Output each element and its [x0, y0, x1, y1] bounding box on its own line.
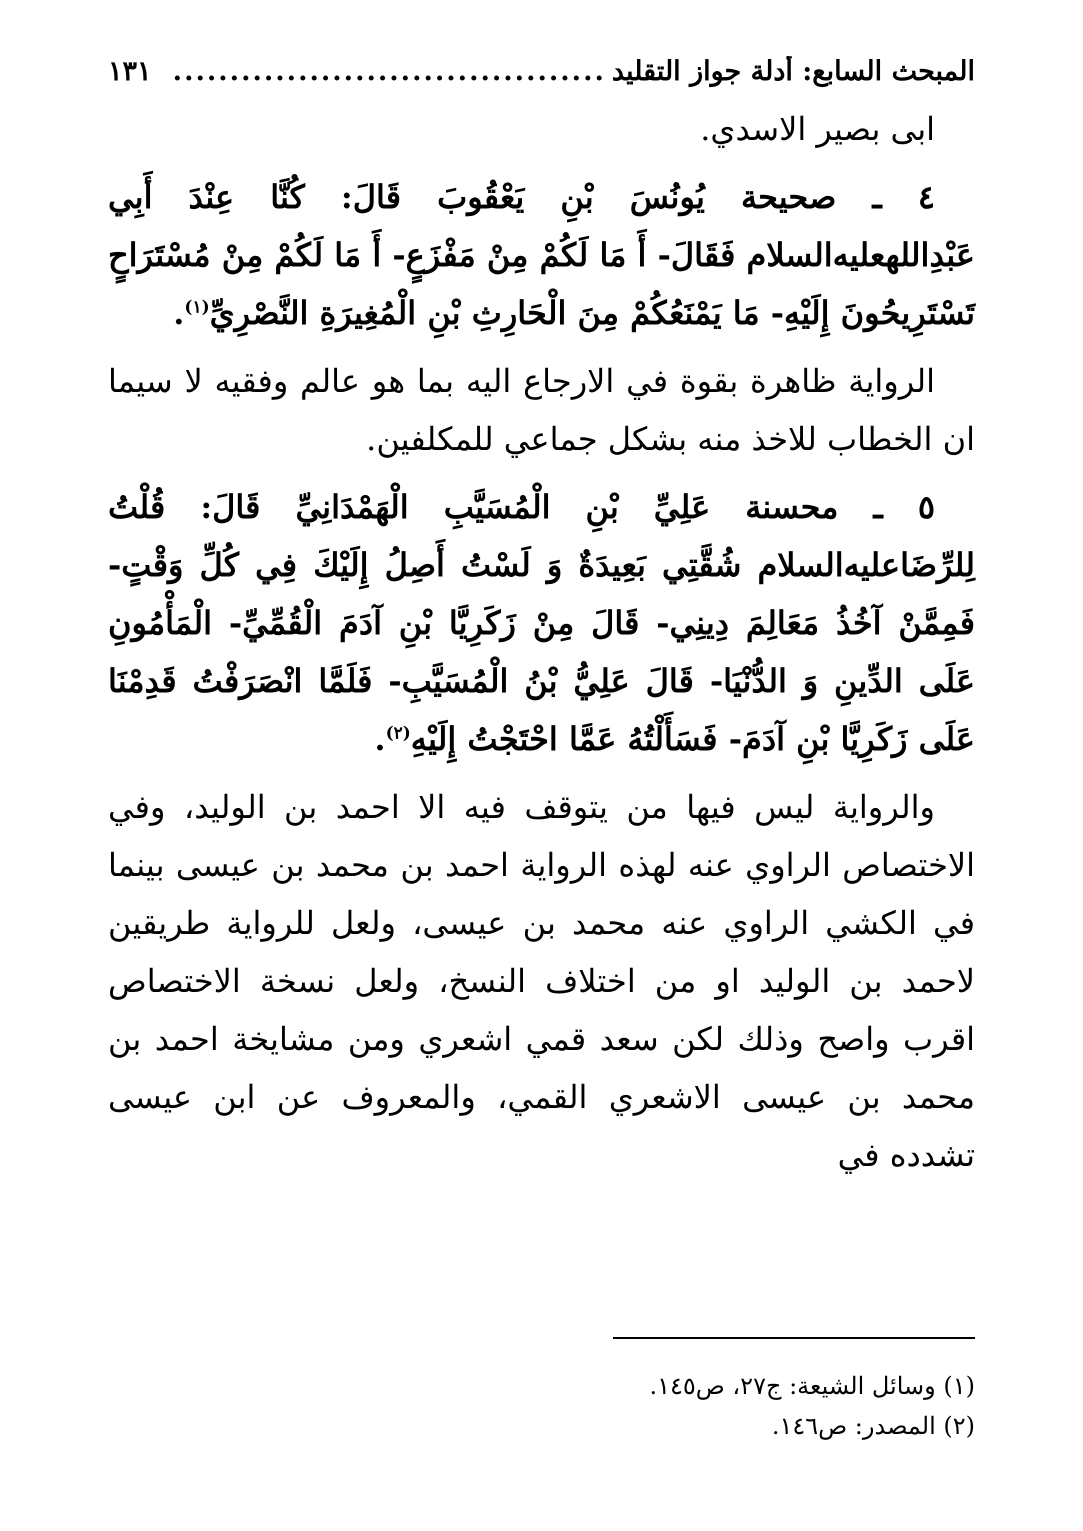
hadith-4-end: .	[173, 294, 185, 332]
footnote-2: (٢) المصدر: ص١٤٦.	[771, 1412, 975, 1440]
footnote-1: (١) وسائل الشيعة: ج٢٧، ص١٤٥.	[649, 1372, 975, 1400]
hadith-5-paragraph	[108, 478, 975, 768]
running-header	[108, 56, 975, 100]
footnote-ref-2: (٢)	[385, 723, 411, 744]
paragraph-continuation: ابى بصير الاسدي.	[700, 110, 935, 148]
main-text	[108, 100, 975, 1184]
hadith-5-text: ٥ ـ محسنة عَلِيِّ بْنِ الْمُسَيَّبِ الْهَمْدَانِيِّ قَالَ: قُلْتُ لِلرِّضَاعليه‌السلام شُقَّتِي بَعِيدَةٌ وَ لَسْتُ أَصِلُ إِلَيْكَ فِي كُلِّ وَقْتٍ- فَمِمَّنْ آخُذُ مَعَالِمَ دِينِي- قَالَ مِنْ زَكَرِيَّا بْنِ آدَمَ الْقُمِّيِّ- الْمَأْمُونِ عَلَى الدِّينِ وَ الدُّنْيَا- قَالَ عَلِيُّ بْنُ الْمُسَيَّبِ- فَلَمَّا انْصَرَفْتُ قَدِمْنَا عَلَى زَكَرِيَّا بْنِ آدَمَ- فَسَأَلْتُهُ عَمَّا احْتَجْتُ إِلَيْهِ	[108, 488, 975, 758]
footnotes	[108, 1366, 975, 1446]
commentary-paragraph-1: الرواية ظاهرة بقوة في الارجاع اليه بما هو عالم وفقيه لا سيما ان الخطاب للاخذ منه بشكل جماعي للمكلفين.	[108, 362, 975, 458]
hadith-4-text: ٤ ـ صحيحة يُونُسَ بْنِ يَعْقُوبَ قَالَ: كُنَّا عِنْدَ أَبِي عَبْدِاللهعليه‌السلام فَقَالَ- أَ مَا لَكُمْ مِنْ مَفْزَعٍ- أَ مَا لَكُمْ مِنْ مُسْتَرَاحٍ تَسْتَرِيحُونَ إِلَيْهِ- مَا يَمْنَعُكُمْ مِنَ الْحَارِثِ بْنِ الْمُغِيرَةِ النَّصْرِيِّ	[108, 178, 975, 332]
page-number: ١٣١	[108, 56, 152, 87]
commentary-paragraph-2: والرواية ليس فيها من يتوقف فيه الا احمد بن الوليد، وفي الاختصاص الراوي عنه لهذه الرواية احمد بن محمد بن عيسى بينما في الكشي الراوي عنه محمد بن عيسى، ولعل للرواية طريقين لاحمد بن الوليد او من اختلاف النسخ، ولعل نسخة الاختصاص اقرب واصح وذلك لكن سعد قمي اشعري ومن مشايخة احمد بن محمد بن عيسى الاشعري القمي، والمعروف عن ابن عيسى تشدده في	[108, 788, 975, 1174]
chapter-title: المبحث السابع: أدلة جواز التقليد	[611, 56, 975, 87]
footnote-ref-1: (١)	[184, 297, 210, 318]
footnote-separator	[613, 1337, 975, 1339]
hadith-5-end: .	[374, 720, 386, 758]
header-leader-dots: ......................................	[172, 56, 606, 87]
hadith-4-paragraph	[108, 168, 975, 342]
